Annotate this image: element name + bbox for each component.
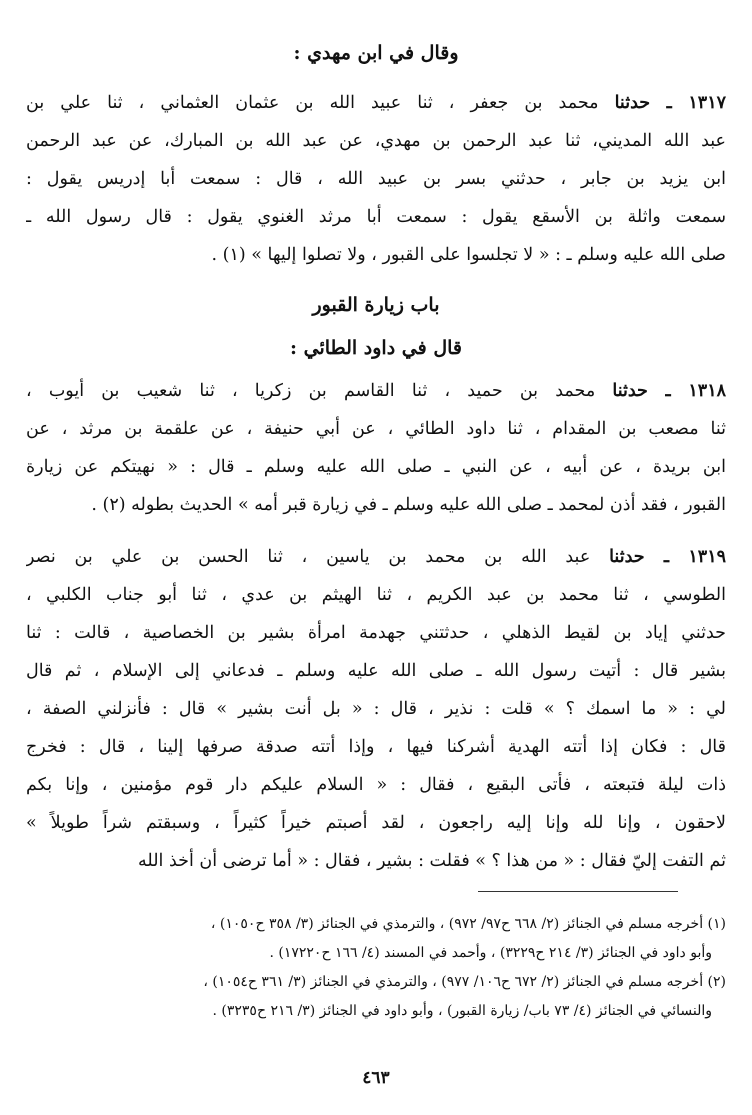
line-text: لي : « ما اسمك ؟ » قلت : نذير ، قال : « بل أنت بشير » قال : فأنزلني الصفة ، [26,699,726,719]
line-text: حدثني إياد بن لقيط الذهلي ، حدثتني جهدمة امرأة بشير بن الخصاصية ، قالت : ثنا [26,623,726,643]
text-line [26,576,726,614]
line-text: قال : فكان إذا أتته الهدية أشركنا فيها ، وإذا أتته صدقة صرفها إلينا ، قال : فخرج [26,737,726,757]
footnote-line: (٢) أخرجه مسلم في الجنائز (٢/ ٦٧٢ ح١٠٦/ ٩٧٧) ، والترمذي في الجنائز (٣/ ٣٦١ ح١٠٥٤) ، [203,974,726,990]
text-line [26,728,726,766]
line-text: محمد بن جعفر ، ثنا عبيد الله بن عثمان العثماني ، ثنا علي بن [26,93,615,113]
text-line [26,448,726,486]
text-line [26,652,726,690]
line-text: ابن بريدة ، عن أبيه ، عن النبي ـ صلى الله عليه وسلم ـ قال : « نهيتكم عن زيارة [26,457,726,477]
hadith-number: ١٣١٨ ـ حدثنا [612,381,726,401]
text-line [26,614,726,652]
footnote-line: وأبو داود في الجنائز (٣/ ٢١٤ ح٣٢٢٩) ، وأحمد في المسند (٤/ ١٦٦ ح١٧٢٢٠) . [269,945,712,961]
line-text: ثم التفت إليّ فقال : « من هذا ؟ » فقلت : بشير ، فقال : « أما ترضى أن أخذ الله [138,851,726,871]
text-line [26,842,726,880]
text-line [26,372,726,410]
hadith-number: ١٣١٧ ـ حدثنا [614,93,726,113]
text-line [26,84,726,122]
line-text: عبد الله المديني، ثنا عبد الرحمن بن مهدي، عن عبد الله بن المبارك، عن عبد الرحمن [26,131,726,151]
text-line [26,160,726,198]
heading-ibn-mahdi: وقال في ابن مهدي : [293,42,459,64]
line-text: محمد بن حميد ، ثنا القاسم بن زكريا ، ثنا شعيب بن أيوب ، [26,381,613,401]
line-text: ابن يزيد بن جابر ، حدثني بسر بن عبيد الله ، قال : سمعت أبا إدريس يقول : [26,169,726,189]
page-number: ٤٦٣ [362,1068,390,1088]
hadith-1317 [26,84,726,274]
text-line [26,804,726,842]
line-text: ثنا مصعب بن المقدام ، ثنا داود الطائي ، عن أبي حنيفة ، عن علقمة بن مرثد ، عن [26,419,726,439]
line-text: الطوسي ، ثنا محمد بن عبد الكريم ، ثنا الهيثم بن عدي ، ثنا أبو جناب الكلبي ، [26,585,726,605]
text-line [26,538,726,576]
heading-dawud-al-tai: قال في داود الطائي : [289,337,462,359]
line-text: بشير قال : أتيت رسول الله ـ صلى الله عليه وسلم ـ فدعاني إلى الإسلام ، ثم قال [26,661,726,681]
footnotes [26,910,726,1026]
hadith-1319 [26,538,726,880]
text-line [26,198,726,236]
footnote-line: (١) أخرجه مسلم في الجنائز (٢/ ٦٦٨ ح٩٧/ ٩٧٢) ، والترمذي في الجنائز (٣/ ٣٥٨ ح١٠٥٠) ، [210,916,726,932]
line-text: ذات ليلة فتبعته ، فأتى البقيع ، فقال : « السلام عليكم دار قوم مؤمنين ، وإنا بكم [26,775,726,795]
text-line [26,690,726,728]
line-text: عبد الله بن محمد بن ياسين ، ثنا الحسن بن علي بن نصر [26,547,610,567]
footnote-divider [478,891,678,892]
line-text: القبور ، فقد أذن لمحمد ـ صلى الله عليه وسلم ـ في زيارة قبر أمه » الحديث بطوله (٢) . [91,495,726,515]
text-line [26,410,726,448]
text-line [26,766,726,804]
line-text: لاحقون ، وإنا لله وإنا إليه راجعون ، لقد أصبتم خيراً كثيراً ، وسبقتم شراً طويلاً » [26,813,726,833]
line-text: صلى الله عليه وسلم ـ : « لا تجلسوا على القبور ، ولا تصلوا إليها » (١) . [211,245,726,265]
hadith-number: ١٣١٩ ـ حدثنا [609,547,726,567]
chapter-title: باب زيارة القبور [312,294,440,316]
text-line [26,486,726,524]
text-line [26,122,726,160]
text-line [26,236,726,274]
line-text: سمعت واثلة بن الأسقع يقول : سمعت أبا مرثد الغنوي يقول : قال رسول الله ـ [26,207,726,227]
footnote-line: والنسائي في الجنائز (٤/ ٧٣ باب/ زيارة القبور) ، وأبو داود في الجنائز (٣/ ٢١٦ ح٣٢٣٥) . [212,1003,712,1019]
hadith-1318 [26,372,726,524]
